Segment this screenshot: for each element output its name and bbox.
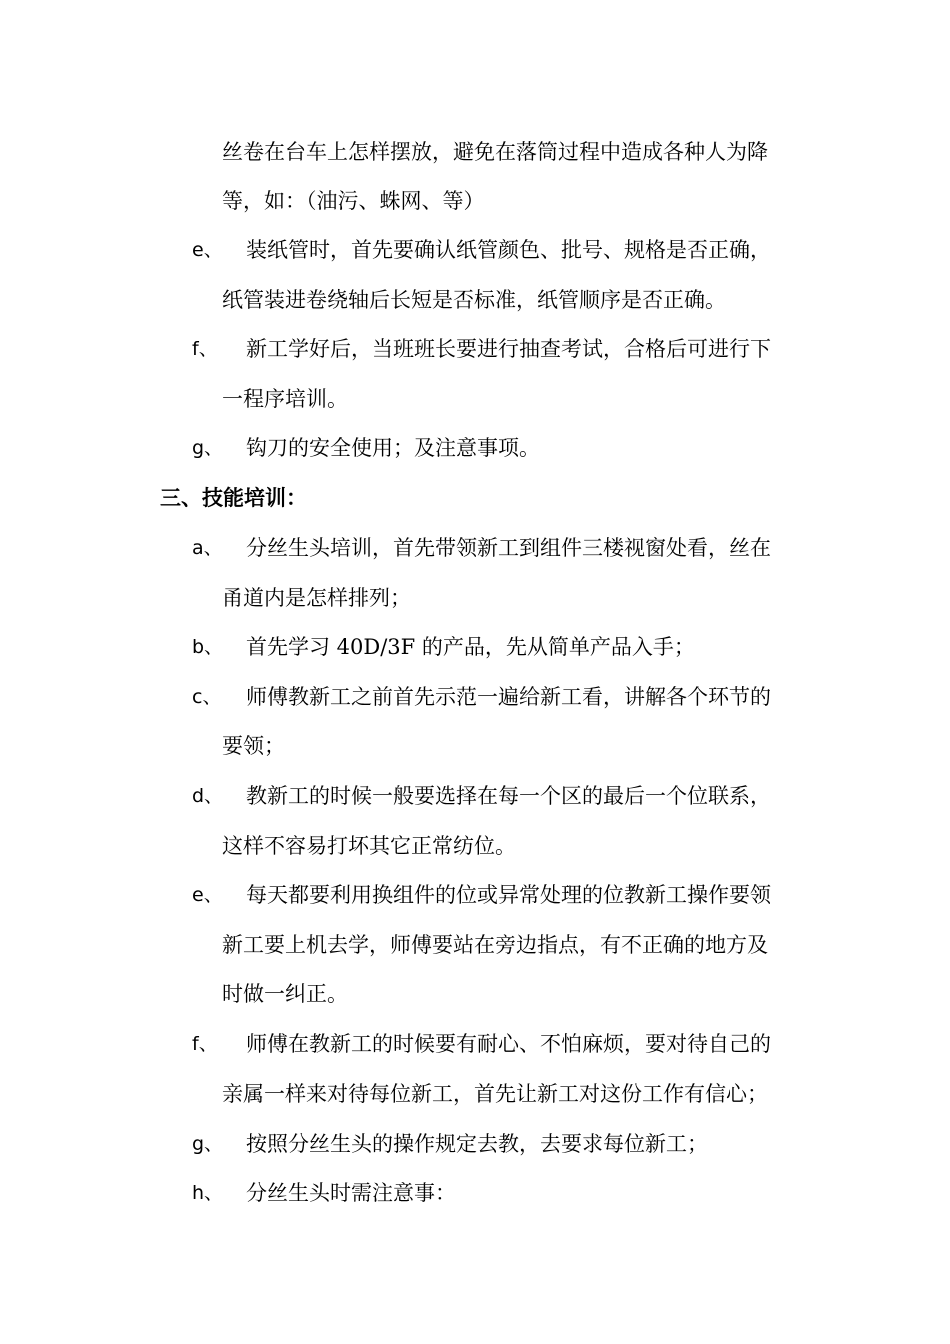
list-item-continuation xyxy=(0,976,950,1012)
list-item xyxy=(0,331,950,367)
paragraph-text: 丝卷在台车上怎样摆放，避免在落筒过程中造成各种人为降 xyxy=(222,140,768,164)
list-marker: d、 xyxy=(192,785,224,807)
list-item-text: 教新工的时候一般要选择在每一个区的最后一个位联系， xyxy=(246,784,771,808)
list-item-text: 一程序培训。 xyxy=(222,387,348,411)
list-item xyxy=(0,679,950,715)
list-item-text: 分丝生头培训，首先带领新工到组件三楼视窗处看，丝在 xyxy=(246,536,771,560)
list-item xyxy=(0,778,950,814)
list-marker: a、 xyxy=(192,537,223,559)
list-marker: e、 xyxy=(192,884,223,906)
list-item xyxy=(0,232,950,268)
list-item-continuation xyxy=(0,828,950,864)
list-item-continuation xyxy=(0,728,950,764)
list-item xyxy=(0,530,950,566)
list-item-text: 纸管装进卷绕轴后长短是否标准，纸管顺序是否正确。 xyxy=(222,288,726,312)
list-item-continuation xyxy=(0,282,950,318)
list-item-continuation xyxy=(0,1076,950,1112)
list-item-text: 分丝生头时需注意事： xyxy=(246,1181,456,1205)
list-item-text: 按照分丝生头的操作规定去教，去要求每位新工； xyxy=(246,1132,708,1156)
list-item-text: 新工学好后，当班班长要进行抽查考试，合格后可进行下 xyxy=(246,337,771,361)
list-item xyxy=(0,877,950,913)
list-marker: h、 xyxy=(192,1182,224,1204)
list-item xyxy=(0,629,950,665)
list-item-text: 时做一纠正。 xyxy=(222,982,348,1006)
list-item-continuation xyxy=(0,927,950,963)
list-item-text: 师傅教新工之前首先示范一遍给新工看，讲解各个环节的 xyxy=(246,685,771,709)
list-item-text: 要领； xyxy=(222,734,285,758)
paragraph-text: 等，如：（油污、蛛网、等） xyxy=(222,189,485,213)
section-heading-row xyxy=(0,480,950,516)
list-item-text: 每天都要利用换组件的位或异常处理的位教新工操作要领 xyxy=(246,883,771,907)
list-marker: b、 xyxy=(192,636,224,658)
list-item-continuation xyxy=(0,580,950,616)
list-item-text: 师傅在教新工的时候要有耐心、不怕麻烦，要对待自己的 xyxy=(246,1032,771,1056)
list-item-continuation xyxy=(0,381,950,417)
list-item xyxy=(0,1026,950,1062)
list-item-text: 甬道内是怎样排列； xyxy=(222,586,411,610)
list-item-text: 装纸管时，首先要确认纸管颜色、批号、规格是否正确， xyxy=(246,238,771,262)
list-marker: g、 xyxy=(192,437,224,459)
continuation-line xyxy=(0,183,950,219)
continuation-line xyxy=(0,134,950,170)
list-marker: e、 xyxy=(192,239,223,261)
list-item-text: 首先学习 40D/3F 的产品，先从简单产品入手； xyxy=(246,635,695,659)
list-item-text: 这样不容易打坏其它正常纺位。 xyxy=(222,834,516,858)
list-marker: c、 xyxy=(192,686,222,708)
list-item-text: 钩刀的安全使用；及注意事项。 xyxy=(246,436,540,460)
list-marker: f、 xyxy=(192,1033,218,1055)
list-marker: f、 xyxy=(192,338,218,360)
list-marker: g、 xyxy=(192,1133,224,1155)
section-heading: 三、技能培训： xyxy=(160,486,307,510)
list-item-text: 亲属一样来对待每位新工，首先让新工对这份工作有信心； xyxy=(222,1082,768,1106)
list-item xyxy=(0,1175,950,1211)
list-item xyxy=(0,430,950,466)
list-item-text: 新工要上机去学，师傅要站在旁边指点，有不正确的地方及 xyxy=(222,933,768,957)
list-item xyxy=(0,1126,950,1162)
